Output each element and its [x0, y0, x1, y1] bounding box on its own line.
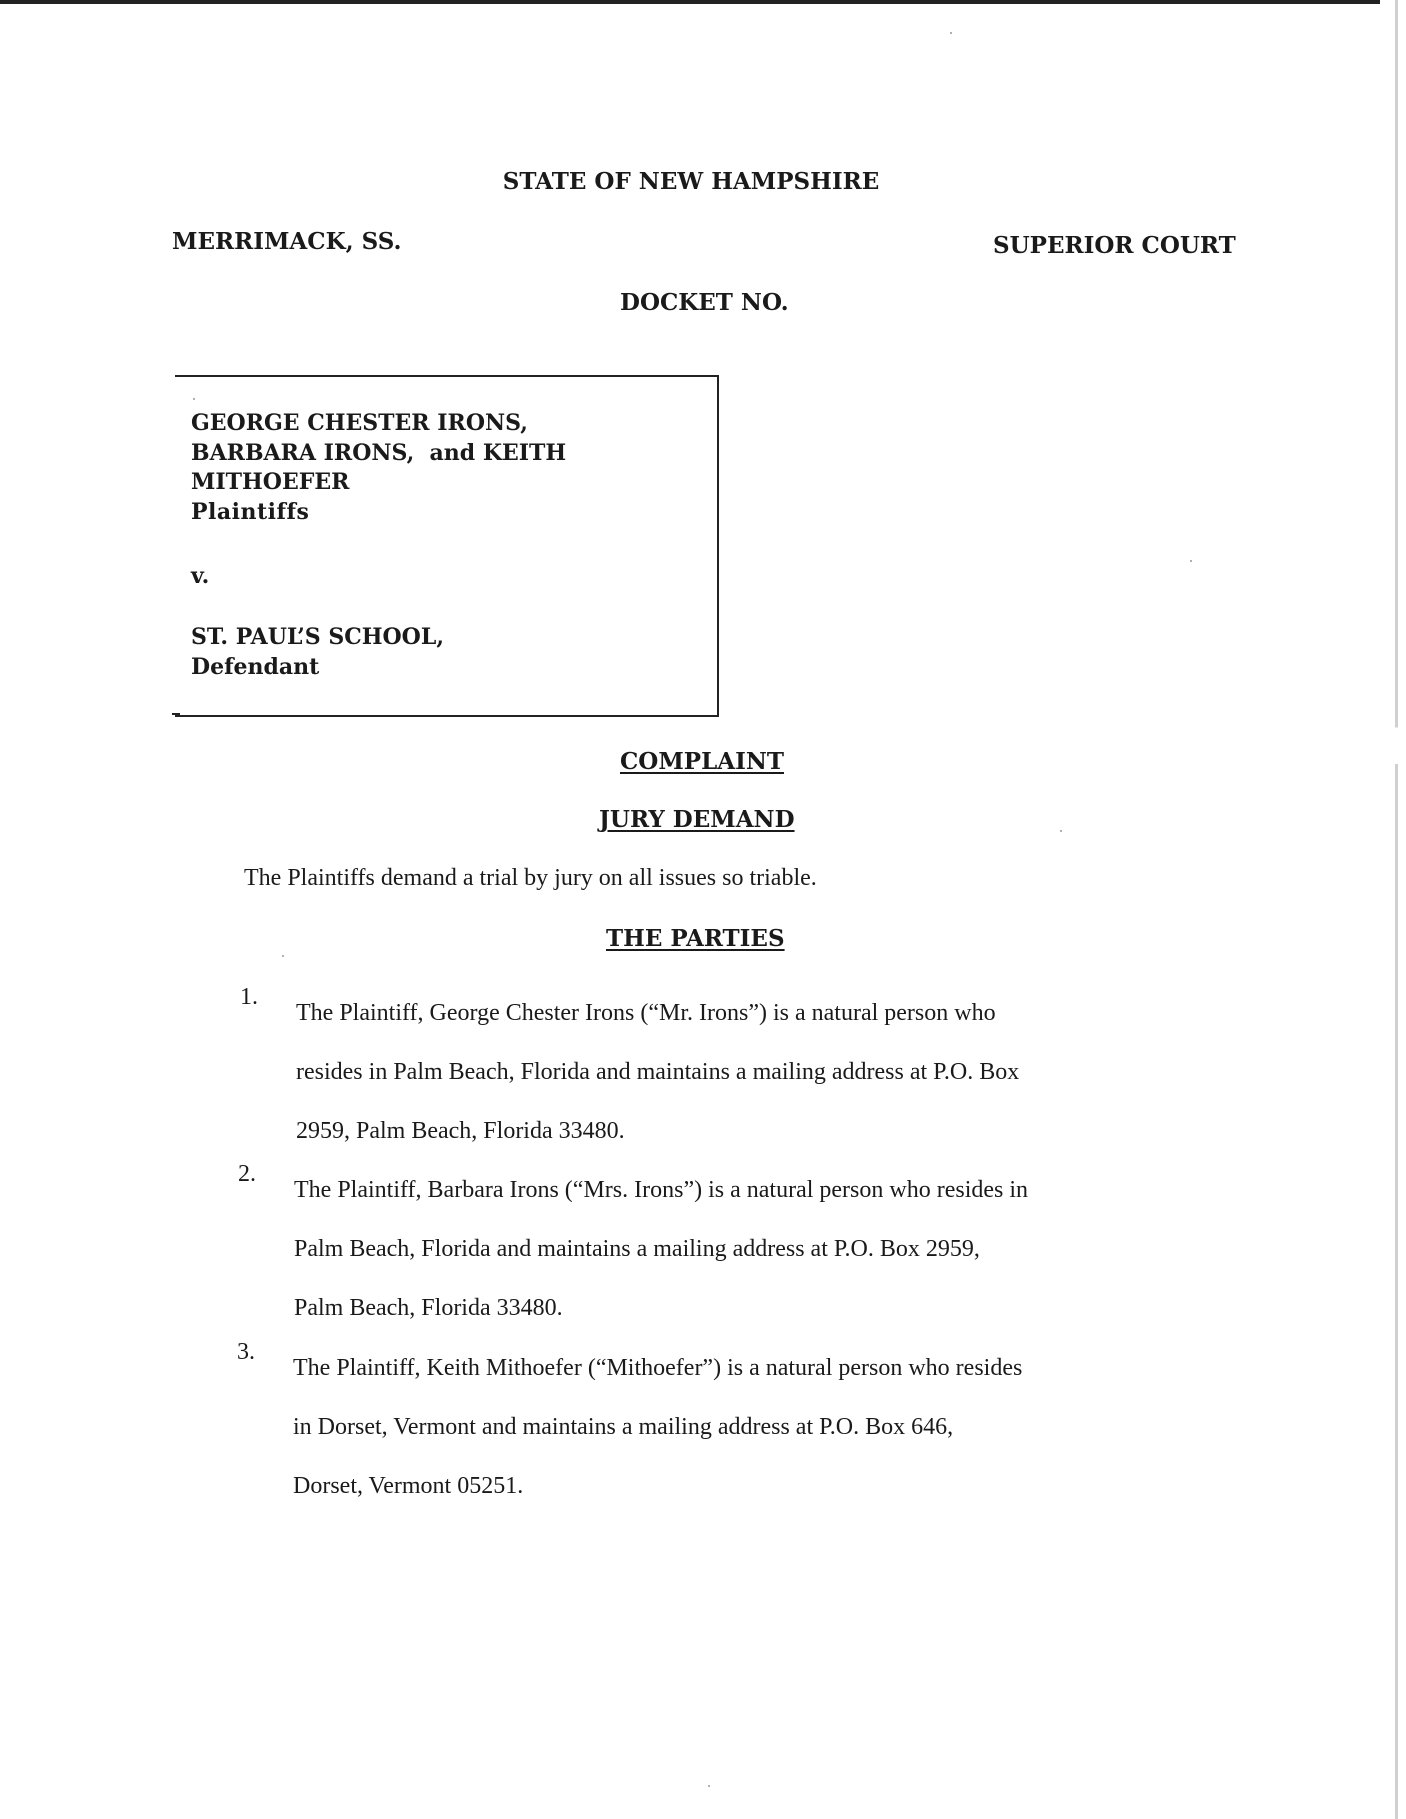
jury-demand-text: The Plaintiffs demand a trial by jury on all issues so triable. [244, 865, 817, 891]
paragraph-line: The Plaintiff, Barbara Irons (“Mrs. Irons”) is a natural person who resides in [294, 1177, 1029, 1203]
scan-speck [1060, 830, 1062, 832]
caption-box-rule [172, 713, 180, 715]
scan-speck [950, 32, 952, 34]
paragraph-number: 2. [238, 1161, 256, 1187]
paragraph-line: Palm Beach, Florida 33480. [294, 1295, 563, 1321]
plaintiff-line: GEORGE CHESTER IRONS, [191, 410, 528, 436]
paragraph-line: resides in Palm Beach, Florida and maintains a mailing address at P.O. Box [296, 1059, 1020, 1085]
defendant-name: ST. PAUL’S SCHOOL, [191, 624, 444, 650]
jury-demand-heading: JURY DEMAND [599, 806, 795, 833]
paragraph-line: The Plaintiff, Keith Mithoefer (“Mithoefer”) is a natural person who resides [293, 1355, 1023, 1381]
plaintiffs-role: Plaintiffs [191, 498, 310, 525]
scan-speck [1190, 560, 1192, 562]
scan-speck [282, 955, 284, 957]
county-label: MERRIMACK, SS. [172, 228, 402, 255]
scan-top-edge [0, 0, 1380, 4]
paragraph-line: 2959, Palm Beach, Florida 33480. [296, 1118, 625, 1144]
plaintiffs-block [191, 409, 566, 527]
plaintiff-line: MITHOEFER [191, 469, 350, 495]
paragraph-number: 3. [237, 1339, 255, 1365]
paragraph-line: Palm Beach, Florida and maintains a mailing address at P.O. Box 2959, [294, 1236, 980, 1262]
defendant-block [191, 623, 444, 682]
complaint-heading: COMPLAINT [620, 748, 785, 775]
scan-speck [193, 398, 195, 400]
versus-label: v. [191, 563, 210, 589]
defendant-role: Defendant [191, 653, 320, 680]
paragraph-number: 1. [240, 984, 258, 1010]
state-title: STATE OF NEW HAMPSHIRE [502, 168, 880, 195]
paragraph-text [293, 1339, 1253, 1516]
docket-label: DOCKET NO. [620, 289, 789, 316]
paragraph-text [296, 984, 1256, 1161]
paragraph-text [294, 1161, 1254, 1338]
paragraph-line: The Plaintiff, George Chester Irons (“Mr. Irons”) is a natural person who [296, 1000, 996, 1026]
scan-right-edge [1395, 0, 1398, 1819]
court-label: SUPERIOR COURT [993, 232, 1236, 259]
paragraph-line: Dorset, Vermont 05251. [293, 1473, 524, 1499]
plaintiff-line: BARBARA IRONS, and KEITH [191, 439, 567, 466]
paragraph-line: in Dorset, Vermont and maintains a mailing address at P.O. Box 646, [293, 1414, 954, 1440]
scan-speck [708, 1785, 710, 1787]
parties-heading: THE PARTIES [606, 925, 785, 952]
